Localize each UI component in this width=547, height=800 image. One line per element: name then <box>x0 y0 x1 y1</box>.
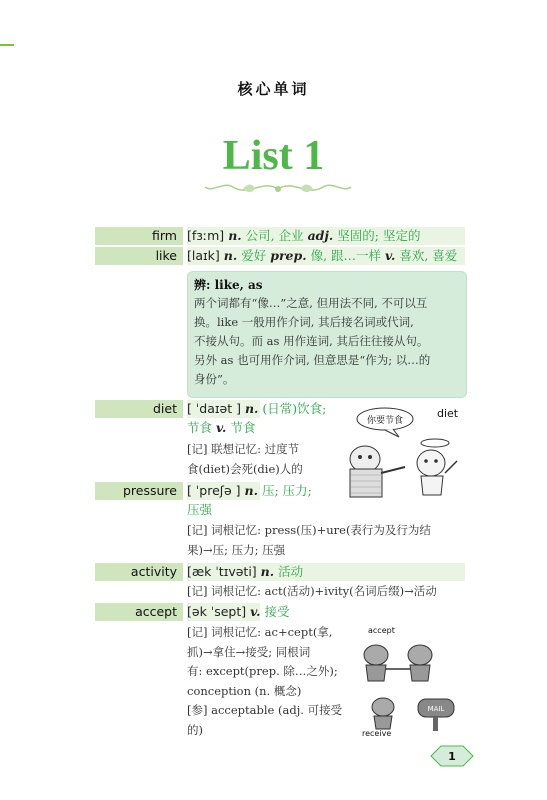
entry-definition-cont <box>187 501 212 519</box>
memo-text <box>187 521 431 560</box>
page-number: 1 <box>448 750 456 763</box>
memo-line: 的) <box>187 722 203 737</box>
accept-cartoon-illustration <box>358 625 468 737</box>
phonetic: [ ˈdaɪət ] <box>187 401 241 416</box>
meaning: 压强 <box>187 502 213 517</box>
note-line: 两个词都有“像…”之意, 但用法不同, 不可以互 <box>194 296 428 310</box>
meaning: 喜欢, 喜爱 <box>399 248 458 263</box>
headword: pressure <box>95 482 183 500</box>
part-of-speech: n. <box>228 228 242 243</box>
part-of-speech: n. <box>244 401 259 416</box>
meaning: 爱好 <box>241 248 267 263</box>
memo-line: conception (n. 概念) <box>187 683 302 698</box>
receive-label: receive <box>362 729 392 737</box>
note-line: 另外 as 也可用作介词, 但意思是“作为; 以…的 <box>194 353 431 367</box>
note-line: 不接从句。而 as 用作连词, 其后往往接从句。 <box>194 334 429 348</box>
phonetic: [ək ˈsept] <box>187 604 247 619</box>
memo-line: 果)→压; 压力; 压强 <box>187 542 286 557</box>
part-of-speech: n. <box>260 564 275 579</box>
memo-line: [记] 词根记忆: act(活动)+ivity(名词后缀)→活动 <box>187 584 437 598</box>
usage-note-box <box>187 271 467 398</box>
meaning: 节食 <box>230 420 256 435</box>
page-number-tag <box>429 745 475 767</box>
entry-definition <box>187 563 303 581</box>
part-of-speech: n. <box>244 483 258 498</box>
speech-bubble-text: 你要节食 <box>366 416 404 426</box>
diet-label: diet <box>437 407 459 420</box>
part-of-speech: adj. <box>307 228 334 243</box>
entry-definition <box>187 482 312 500</box>
part-of-speech: prep. <box>270 248 307 263</box>
entry-definition <box>187 227 420 245</box>
memo-line: [记] 联想记忆: 过度节 <box>187 442 300 456</box>
meaning: 活动 <box>278 564 304 579</box>
meaning: 节食 <box>187 420 213 435</box>
headword: firm <box>95 227 183 245</box>
ornament-divider-icon <box>203 177 353 201</box>
headword: accept <box>95 603 183 621</box>
phonetic: [fɜːm] <box>187 228 225 243</box>
meaning: 公司, 企业 <box>245 228 304 243</box>
memo-line: 抓)→拿住→接受; 同根词 <box>187 644 311 659</box>
phonetic: [æk ˈtɪvəti] <box>187 564 257 579</box>
section-title: 核心单词 <box>237 80 310 98</box>
part-of-speech: v. <box>385 248 396 263</box>
note-line: 换。like 一般用作介词, 其后接名词或代词, <box>194 315 414 329</box>
memo-text <box>187 623 342 740</box>
meaning: 像, 跟…一样 <box>310 248 382 263</box>
headword: like <box>95 247 183 265</box>
part-of-speech: n. <box>223 248 238 263</box>
entry-definition <box>187 603 289 621</box>
memo-line: 食(diet)会死(die)人的 <box>187 461 303 476</box>
entry-definition-cont <box>187 419 255 437</box>
entry-definition <box>187 247 457 265</box>
part-of-speech: v. <box>250 604 261 619</box>
memo-line: [记] 词根记忆: press(压)+ure(表行为及行为结 <box>187 523 431 537</box>
phonetic: [ ˈpreʃə ] <box>187 483 241 498</box>
memo-line: [记] 词根记忆: ac+cept(拿, <box>187 625 333 639</box>
memo-text <box>187 440 303 479</box>
headword: activity <box>95 563 183 581</box>
part-of-speech: v. <box>216 420 227 435</box>
meaning: 接受 <box>264 604 290 619</box>
note-title: 辨: like, as <box>194 278 263 292</box>
accept-label: accept <box>368 626 395 635</box>
meaning: 坚固的; 坚定的 <box>337 228 421 243</box>
note-line: 身份”。 <box>194 372 235 386</box>
corner-mark <box>0 44 14 46</box>
memo-line: [参] acceptable (adj. 可接受 <box>187 703 343 717</box>
headword: diet <box>95 400 183 418</box>
mailbox-text: MAIL <box>427 705 445 713</box>
meaning: (日常)饮食; <box>262 401 327 416</box>
meaning: 压; 压力; <box>261 483 312 498</box>
memo-text <box>187 582 437 602</box>
list-title: List 1 <box>222 133 325 179</box>
entry-definition <box>187 400 326 418</box>
phonetic: [laɪk] <box>187 248 220 263</box>
memo-line: 有: except(prep. 除…之外); <box>187 664 338 678</box>
